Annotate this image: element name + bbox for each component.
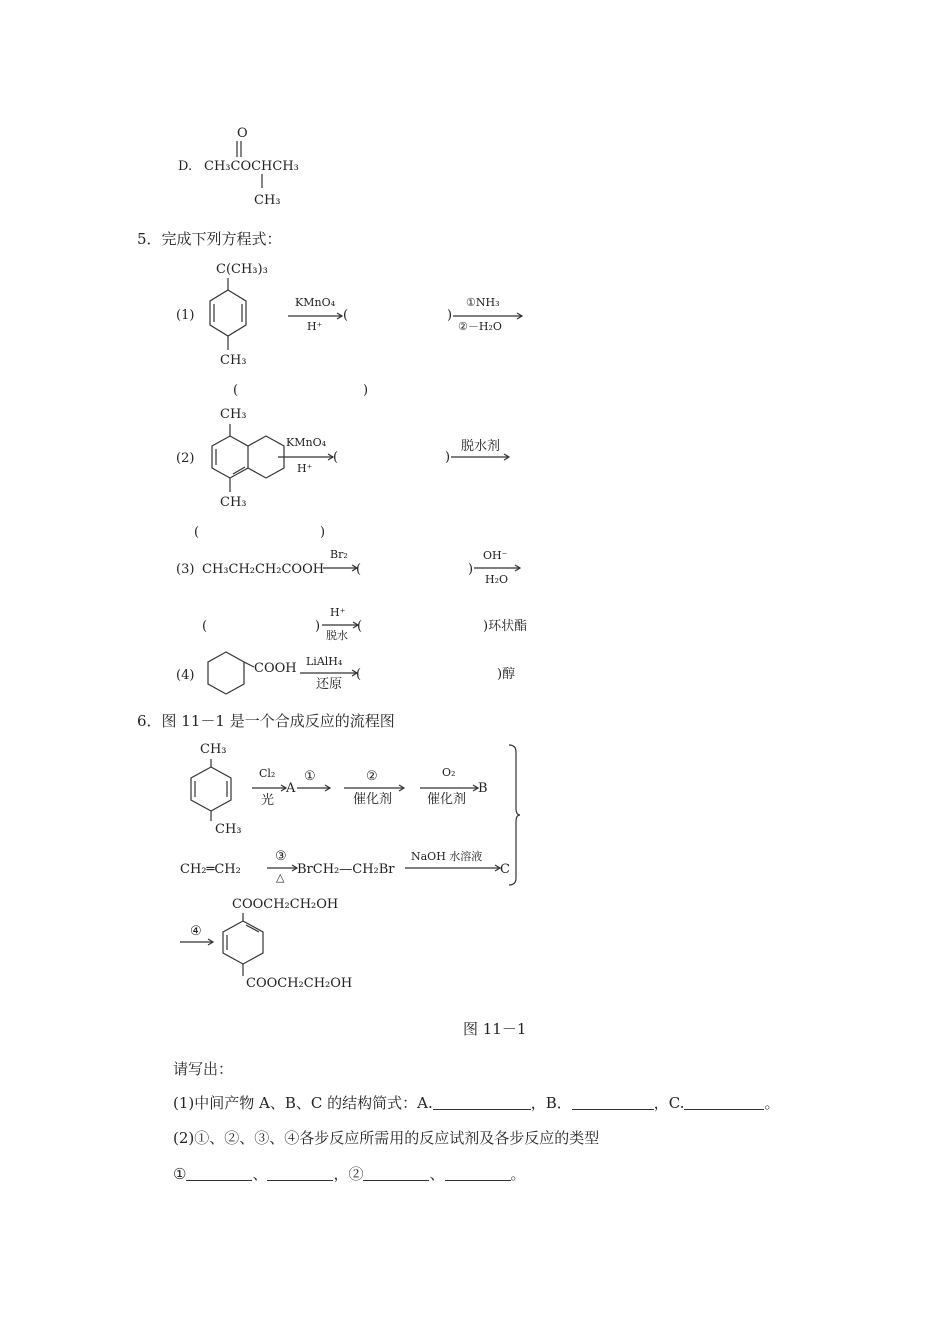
ask1-c: ，C. bbox=[653, 1094, 685, 1112]
r2-step3: ③ bbox=[275, 849, 287, 864]
p4-open: ( bbox=[356, 667, 362, 682]
r1-step2: ② bbox=[366, 769, 378, 784]
p3-open-3: ( bbox=[357, 619, 363, 634]
ask1-b: ，B． bbox=[530, 1094, 572, 1112]
p1-reagent2-bottom: ②－H₂O bbox=[458, 320, 502, 333]
p2-reagent1-bottom: H⁺ bbox=[297, 462, 313, 475]
p2-answer-open: ( bbox=[194, 525, 200, 540]
p3-product-suffix: )环状酯 bbox=[483, 619, 528, 634]
option-d-label: D. bbox=[178, 159, 193, 174]
r1-cl2: Cl₂ bbox=[259, 767, 276, 780]
p1-answer-open: ( bbox=[233, 383, 239, 398]
p4-product-suffix: )醇 bbox=[497, 667, 516, 682]
r1-cat2: 催化剂 bbox=[427, 792, 467, 807]
p2-answer-close: ) bbox=[320, 525, 326, 540]
r1-step1: ① bbox=[304, 769, 316, 784]
r3-top-ester: COOCH₂CH₂OH bbox=[232, 897, 339, 912]
answer-blank-a[interactable] bbox=[433, 1097, 531, 1110]
r2-naoh: NaOH 水溶液 bbox=[411, 850, 483, 863]
p3-reagent3-top: H⁺ bbox=[330, 606, 346, 619]
p2-bottom-group: CH₃ bbox=[220, 495, 247, 510]
p3-reagent1-top: Br₂ bbox=[330, 548, 348, 561]
ask3-step1: ① bbox=[173, 1165, 187, 1183]
r1-methyl-bottom: CH₃ bbox=[215, 822, 242, 837]
ask3-sep3: 、 bbox=[429, 1165, 445, 1183]
p4-group: COOH bbox=[254, 661, 297, 676]
ask1-prefix: (1)中间产物 A、B、C 的结构简式：A. bbox=[173, 1094, 433, 1112]
r1-cat1: 催化剂 bbox=[353, 792, 393, 807]
p1-label: (1) bbox=[176, 308, 195, 323]
answer-blank-1b[interactable] bbox=[267, 1168, 333, 1181]
r1-o2: O₂ bbox=[442, 766, 456, 779]
ask1-end: 。 bbox=[764, 1094, 780, 1112]
ask2-line: (2)①、②、③、④各步反应所需用的反应试剂及各步反应的类型 bbox=[173, 1129, 600, 1147]
p1-open: ( bbox=[343, 308, 349, 323]
p2-reagent2-top: 脱水剂 bbox=[461, 439, 501, 454]
p1-reagent2-top: ①NH₃ bbox=[466, 296, 500, 309]
p3-open: ( bbox=[356, 562, 362, 577]
p4-reagent-top: LiAlH₄ bbox=[306, 655, 343, 668]
p3-label: (3) bbox=[176, 562, 195, 577]
r1-light: 光 bbox=[261, 793, 275, 808]
answer-blank-1a[interactable] bbox=[186, 1168, 252, 1181]
ask-heading: 请写出： bbox=[173, 1060, 234, 1078]
p1-answer-close: ) bbox=[363, 383, 369, 398]
answer-blank-2a[interactable] bbox=[363, 1168, 429, 1181]
ask3-end: 。 bbox=[510, 1165, 526, 1183]
p1-reagent1-bottom: H⁺ bbox=[307, 320, 323, 333]
p2-reagent1-top: KMnO₄ bbox=[286, 436, 326, 449]
p1-reagent1-top: KMnO₄ bbox=[295, 296, 335, 309]
p2-top-group: CH₃ bbox=[220, 407, 247, 422]
p3-reagent2-bottom: H₂O bbox=[485, 573, 509, 586]
r1-methyl-top: CH₃ bbox=[200, 742, 227, 757]
r1-A: A bbox=[286, 781, 296, 796]
p4-label: (4) bbox=[176, 668, 195, 683]
p1-bottom-group: CH₃ bbox=[220, 353, 247, 368]
p4-reagent-bottom: 还原 bbox=[316, 677, 343, 692]
p3-reagent3-bottom: 脱水 bbox=[326, 629, 348, 642]
carbonyl-oxygen: O bbox=[237, 126, 248, 141]
p2-close: ) bbox=[445, 450, 451, 465]
ask3-line bbox=[173, 1167, 526, 1182]
option-d-formula: CH₃COCHCH₃ bbox=[204, 159, 299, 174]
r3-step4: ④ bbox=[190, 924, 202, 939]
p3-reagent2-top: OH⁻ bbox=[483, 549, 508, 562]
answer-blank-b[interactable] bbox=[572, 1097, 654, 1110]
r3-bottom-ester: COOCH₂CH₂OH bbox=[246, 976, 353, 991]
p2-open: ( bbox=[333, 450, 339, 465]
p1-close: ) bbox=[447, 308, 453, 323]
ask1-line bbox=[173, 1096, 779, 1111]
r2-ethylene: CH₂═CH₂ bbox=[180, 862, 241, 877]
p1-top-group: C(CH₃)₃ bbox=[216, 262, 268, 277]
ask3-sep1: 、 bbox=[252, 1165, 268, 1183]
answer-blank-c[interactable] bbox=[684, 1097, 764, 1110]
option-d-branch: CH₃ bbox=[254, 193, 281, 208]
q5-title: 5．完成下列方程式： bbox=[137, 230, 282, 248]
r2-heat: △ bbox=[276, 871, 285, 884]
q6-title: 6．图 11－1 是一个合成反应的流程图 bbox=[137, 712, 395, 730]
answer-blank-2b[interactable] bbox=[445, 1168, 511, 1181]
p3-close-2: ) bbox=[315, 619, 321, 634]
p3-reactant: CH₃CH₂CH₂COOH bbox=[202, 562, 325, 577]
r2-dibromide: BrCH₂—CH₂Br bbox=[297, 862, 395, 877]
figure-caption: 图 11－1 bbox=[463, 1020, 527, 1038]
p3-open-2: ( bbox=[202, 619, 208, 634]
ask3-sep2: ，② bbox=[333, 1165, 364, 1183]
p3-close: ) bbox=[468, 562, 474, 577]
p2-label: (2) bbox=[176, 451, 195, 466]
r2-C: C bbox=[500, 862, 510, 877]
r1-B: B bbox=[478, 781, 488, 796]
